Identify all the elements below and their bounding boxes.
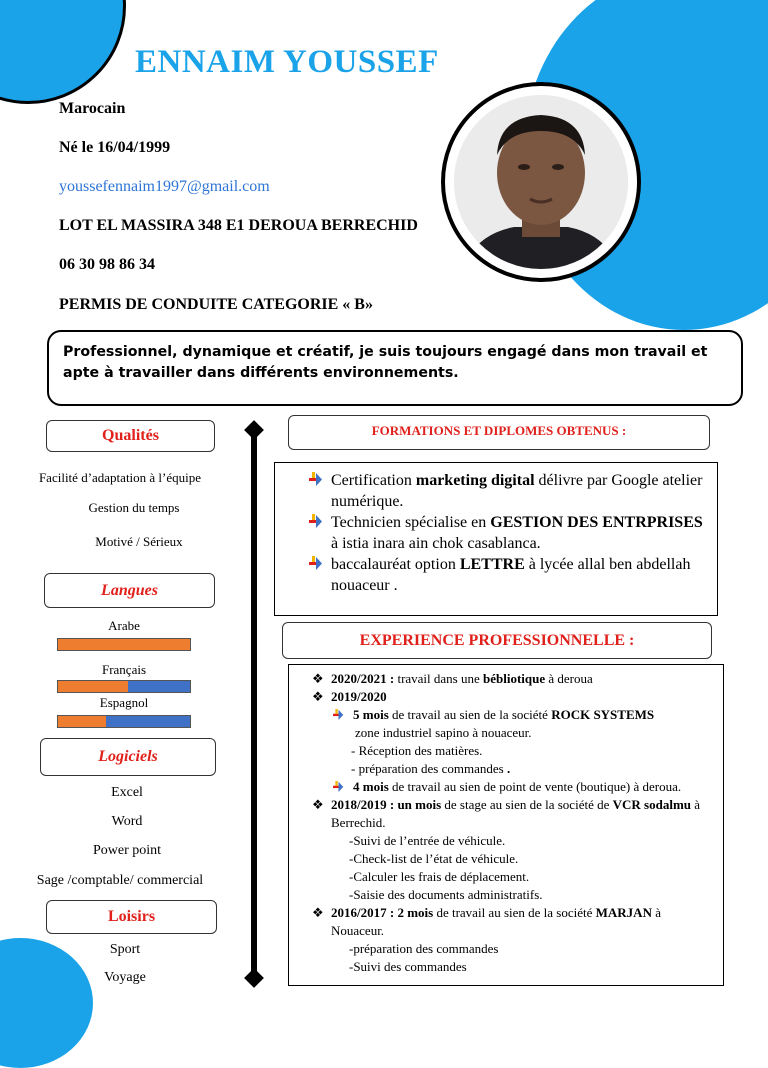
language-name: Arabe	[108, 618, 140, 633]
star-diamond-bullet-icon: ❖	[312, 797, 324, 812]
arrow-bullet-icon	[333, 781, 344, 792]
nationality: Marocain	[59, 100, 126, 117]
hobby-item: Sport	[109, 942, 141, 957]
qualite-item: Gestion du temps	[88, 500, 180, 515]
profile-summary-text: Professionnel, dynamique et créatif, je suis toujours engagé dans mon travail et apte à travailler dans différents environnements.	[63, 344, 708, 381]
birth-date: Né le 16/04/1999	[59, 139, 171, 156]
language-name: Espagnol	[99, 695, 149, 710]
experience-task: -Suivi de l’entrée de véhicule.	[349, 833, 506, 848]
experience-task: -Saisie des documents administratifs.	[349, 887, 543, 902]
experience-line: zone industriel sapino à nouaceur.	[355, 725, 532, 740]
qualites-heading-box	[46, 420, 215, 452]
star-diamond-bullet-icon: ❖	[312, 671, 324, 686]
qualite-item: Facilité d’adaptation à l’équipe	[38, 470, 202, 485]
experience-task: - Réception des matières.	[351, 743, 483, 758]
software-item: Word	[111, 814, 143, 829]
star-diamond-bullet-icon: ❖	[312, 905, 324, 920]
language-level-fill	[58, 716, 106, 727]
qualite-item: Motivé / Sérieux	[95, 534, 183, 549]
divider-top-diamond	[244, 420, 264, 440]
experience-entry: ❖ 2016/2017 : 2 mois de travail au sien de la société MARJAN à Nouaceur.	[312, 905, 661, 938]
experience-entry: ❖ 2019/2020	[312, 689, 387, 704]
language-name: Français	[101, 662, 147, 677]
vertical-divider	[251, 430, 257, 978]
arrow-bullet-icon	[333, 709, 344, 720]
software-item: Power point	[92, 843, 162, 858]
divider-bottom-diamond	[244, 968, 264, 988]
address: LOT EL MASSIRA 348 E1 DEROUA BERRECHID	[59, 217, 418, 234]
experience-task: - préparation des commandes .	[351, 761, 511, 776]
langues-heading-box	[44, 573, 215, 608]
top-left-decor-circle	[0, 0, 126, 104]
experience-task: -préparation des commandes	[349, 941, 499, 956]
experience-heading-box	[282, 622, 712, 659]
candidate-name: ENNAIM YOUSSEF	[135, 44, 439, 80]
profile-photo-frame	[441, 82, 641, 282]
experience-task: -Suivi des commandes	[349, 959, 467, 974]
language-level-fill	[58, 681, 128, 692]
language-level-bar	[57, 680, 191, 693]
profile-photo	[454, 95, 628, 269]
formations-panel	[274, 462, 718, 616]
experience-task: -Calculer les frais de déplacement.	[349, 869, 530, 884]
software-item: Excel	[111, 785, 143, 800]
logiciels-heading: Logiciels	[98, 748, 158, 765]
experience-heading: EXPERIENCE PROFESSIONNELLE :	[359, 632, 635, 649]
email-link[interactable]: youssefennaim1997@gmail.com	[59, 178, 270, 195]
formation-item: baccalauréat option LETTRE à lycée allal ben abdellah nouaceur .	[301, 554, 707, 596]
software-item: Sage /comptable/ commercial	[36, 873, 204, 888]
experience-sub-entry: 4 mois de travail au sien de point de vente (boutique) à deroua.	[309, 778, 717, 796]
arrow-bullet-icon	[309, 472, 323, 486]
experience-sub-entry: 5 mois de travail au sien de la société ROCK SYSTEMS	[309, 706, 717, 724]
arrow-bullet-icon	[309, 514, 323, 528]
language-level-bar	[57, 638, 191, 651]
language-level-fill	[58, 639, 190, 650]
logiciels-heading-box	[40, 738, 216, 776]
driving-license: PERMIS DE CONDUITE CATEGORIE « B»	[59, 296, 373, 313]
profile-summary-box	[47, 330, 743, 406]
hobby-item: Voyage	[104, 970, 146, 985]
arrow-bullet-icon	[309, 556, 323, 570]
language-level-bar	[57, 715, 191, 728]
langues-heading: Langues	[101, 582, 158, 599]
formations-heading: FORMATIONS ET DIPLOMES OBTENUS :	[371, 423, 627, 438]
formations-heading-box	[288, 415, 710, 450]
star-diamond-bullet-icon: ❖	[312, 689, 324, 704]
experience-panel	[288, 664, 724, 986]
experience-entry: ❖ 2020/2021 : travail dans une bébliotique à deroua	[312, 671, 593, 686]
formation-item: Technicien spécialise en GESTION DES ENTRPRISES à istia inara ain chok casablanca.	[301, 512, 707, 554]
qualites-heading: Qualités	[102, 427, 159, 444]
loisirs-heading: Loisirs	[107, 908, 156, 925]
experience-entry: ❖ 2018/2019 : un mois de stage au sien de la société de VCR sodalmu à Berrechid.	[312, 797, 701, 830]
experience-task: -Check-list de l’état de véhicule.	[349, 851, 519, 866]
formation-item: Certification marketing digital délivre par Google atelier numérique.	[301, 470, 707, 512]
phone-number: 06 30 98 86 34	[59, 256, 155, 273]
loisirs-heading-box	[46, 900, 217, 934]
